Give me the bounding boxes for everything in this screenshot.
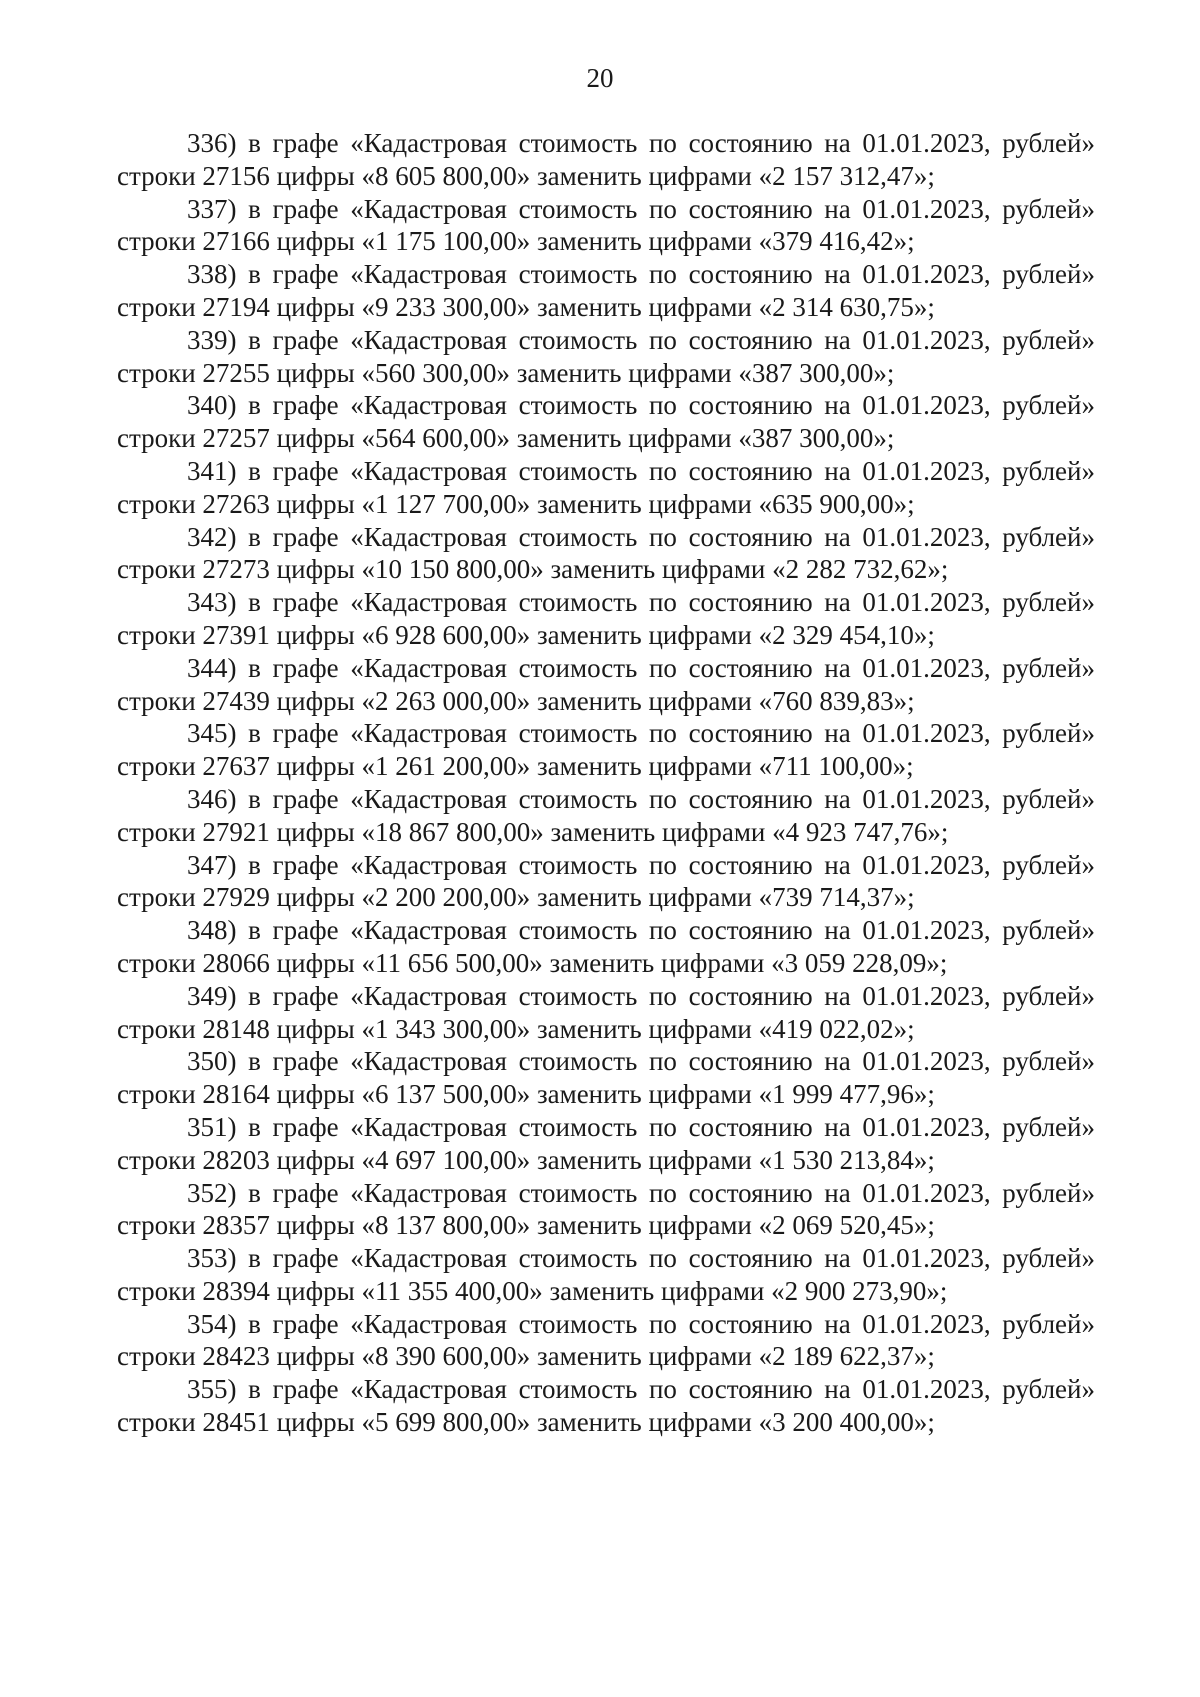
amendment-item: 339) в графе «Кадастровая стоимость по состоянию на 01.01.2023, рублей» строки 27255 цифры «560 300,00» заменить цифрами «387 300,00»;: [117, 324, 1095, 388]
amendment-item: 340) в графе «Кадастровая стоимость по состоянию на 01.01.2023, рублей» строки 27257 цифры «564 600,00» заменить цифрами «387 300,00»;: [117, 390, 1095, 454]
amendment-item: 338) в графе «Кадастровая стоимость по состоянию на 01.01.2023, рублей» строки 27194 цифры «9 233 300,00» заменить цифрами «2 314 630,75»;: [117, 259, 1095, 322]
amendment-item: 349) в графе «Кадастровая стоимость по состоянию на 01.01.2023, рублей» строки 28148 цифры «1 343 300,00» заменить цифрами «419 022,02»;: [117, 980, 1095, 1044]
amendment-item: 342) в графе «Кадастровая стоимость по состоянию на 01.01.2023, рублей» строки 27273 цифры «10 150 800,00» заменить цифрами «2 282 732,62»;: [117, 521, 1095, 585]
amendment-item: 354) в графе «Кадастровая стоимость по состоянию на 01.01.2023, рублей» строки 28423 цифры «8 390 600,00» заменить цифрами «2 189 622,37»;: [117, 1308, 1095, 1372]
amendment-list: [117, 127, 1095, 1439]
amendment-item: 351) в графе «Кадастровая стоимость по состоянию на 01.01.2023, рублей» строки 28203 цифры «4 697 100,00» заменить цифрами «1 530 213,84»;: [117, 1111, 1095, 1175]
amendment-item: 348) в графе «Кадастровая стоимость по состоянию на 01.01.2023, рублей» строки 28066 цифры «11 656 500,00» заменить цифрами «3 059 228,09»;: [117, 915, 1095, 978]
amendment-item: 336) в графе «Кадастровая стоимость по состоянию на 01.01.2023, рублей» строки 27156 цифры «8 605 800,00» заменить цифрами «2 157 312,47»;: [117, 128, 1095, 191]
amendment-item: 343) в графе «Кадастровая стоимость по состоянию на 01.01.2023, рублей» строки 27391 цифры «6 928 600,00» заменить цифрами «2 329 454,10»;: [117, 587, 1095, 650]
amendment-item: 353) в графе «Кадастровая стоимость по состоянию на 01.01.2023, рублей» строки 28394 цифры «11 355 400,00» заменить цифрами «2 900 273,90»;: [117, 1243, 1095, 1306]
amendment-item: 352) в графе «Кадастровая стоимость по состоянию на 01.01.2023, рублей» строки 28357 цифры «8 137 800,00» заменить цифрами «2 069 520,45»;: [117, 1177, 1095, 1241]
amendment-item: 347) в графе «Кадастровая стоимость по состоянию на 01.01.2023, рублей» строки 27929 цифры «2 200 200,00» заменить цифрами «739 714,37»;: [117, 849, 1095, 913]
amendment-item: 337) в графе «Кадастровая стоимость по состоянию на 01.01.2023, рублей» строки 27166 цифры «1 175 100,00» заменить цифрами «379 416,42»;: [117, 193, 1095, 257]
page-number: 20: [586, 63, 614, 93]
amendment-item: 341) в графе «Кадастровая стоимость по состоянию на 01.01.2023, рублей» строки 27263 цифры «1 127 700,00» заменить цифрами «635 900,00»;: [117, 455, 1095, 519]
amendment-item: 350) в графе «Кадастровая стоимость по состоянию на 01.01.2023, рублей» строки 28164 цифры «6 137 500,00» заменить цифрами «1 999 477,96»;: [117, 1046, 1095, 1110]
amendment-item: 355) в графе «Кадастровая стоимость по состоянию на 01.01.2023, рублей» строки 28451 цифры «5 699 800,00» заменить цифрами «3 200 400,00»;: [117, 1374, 1095, 1438]
amendment-item: 345) в графе «Кадастровая стоимость по состоянию на 01.01.2023, рублей» строки 27637 цифры «1 261 200,00» заменить цифрами «711 100,00»;: [117, 718, 1095, 782]
amendment-item: 346) в графе «Кадастровая стоимость по состоянию на 01.01.2023, рублей» строки 27921 цифры «18 867 800,00» заменить цифрами «4 923 747,76»;: [117, 783, 1095, 847]
amendment-item: 344) в графе «Кадастровая стоимость по состоянию на 01.01.2023, рублей» строки 27439 цифры «2 263 000,00» заменить цифрами «760 839,83»;: [117, 652, 1095, 716]
